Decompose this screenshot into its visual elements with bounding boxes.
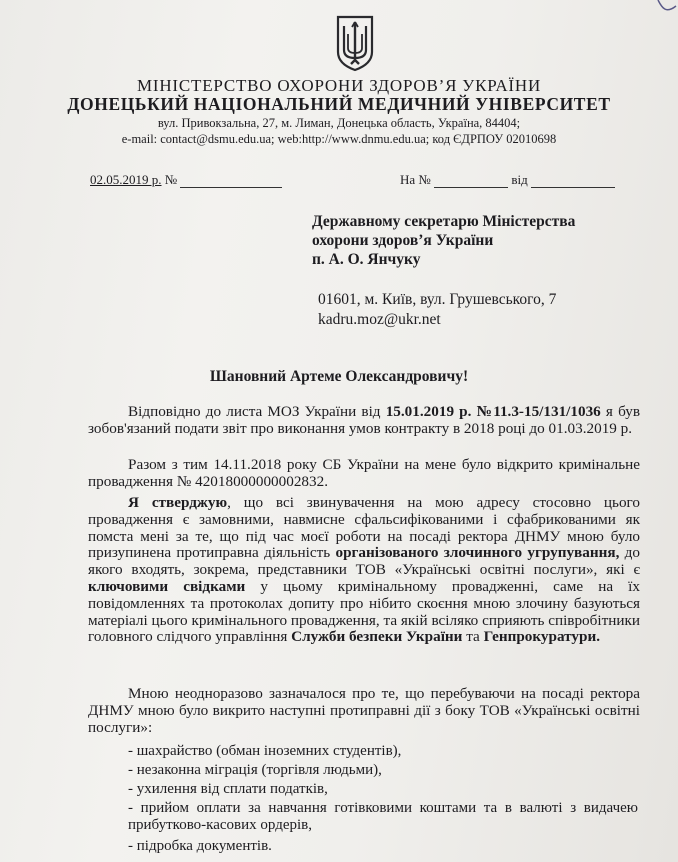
university-contacts: e-mail: contact@dsmu.edu.ua; web:http://www.dnmu.edu.ua; код ЄДРПОУ 02010698 (121, 132, 557, 146)
ministry-heading-main: МІНІСТЕРСТВО ОХОРОНИ ЗДОРОВ’Я (136, 76, 458, 95)
emphasis-text: Я стверджую (128, 494, 228, 511)
ministry-heading-country: УКРАЇНИ (457, 76, 542, 95)
paragraph-text: , що всі звинувачення на мою адресу стосовно цього провадження є замовними, навмисне сфальсифікованими і сфабрикованими як помста мені за те, що під час моєї роботи на посаді ректора ДНМУ мною було призупинена протиправна діяльність (88, 494, 640, 562)
coat-of-arms-icon (335, 14, 375, 72)
incoming-number-blank (434, 173, 508, 188)
outgoing-reference (90, 172, 282, 188)
paragraph-text: я був зобов'язаний подати звіт про виконання умов контракту в 2018 році до 01.03.2019 р. (88, 403, 640, 437)
incoming-date-blank (531, 173, 615, 188)
ministry-heading (0, 76, 678, 96)
paragraph-2 (88, 457, 640, 491)
paragraph-4 (88, 686, 640, 736)
paragraph-text: та (462, 628, 484, 646)
recipient-block (312, 212, 652, 269)
incoming-number-label: На № (400, 172, 431, 187)
recipient-line: охорони здоров’я України (312, 232, 494, 249)
recipient-address: 01601, м. Київ, вул. Грушевського, 7 (318, 291, 557, 308)
university-address: вул. Привокзальна, 27, м. Лиман, Донецька область, Україна, 84404; (157, 116, 521, 130)
emphasis-text: Служби безпеки України (291, 628, 463, 646)
university-heading: ДОНЕЦЬКИЙ НАЦІОНАЛЬНИЙ МЕДИЧНИЙ УНІВЕРСИТЕТ (67, 94, 611, 114)
list-item: - підробка документів. (128, 838, 272, 854)
incoming-reference (400, 172, 615, 188)
salutation: Шановний Артеме Олександровичу! (209, 368, 469, 385)
incoming-from-label: від (511, 172, 528, 187)
paragraph-text: до якого входять, зокрема, представники ТОВ «Українські освітні послуги», які є (88, 544, 640, 579)
emphasis-text: ключовими свідками (88, 577, 246, 595)
paragraph-text: Мною неодноразово зазначалося про те, що перебуваючи на посаді ректора ДНМУ мною було викрито наступні протиправні дії з боку ТОВ «Українські освітні послуги»: (88, 685, 640, 736)
paragraph-text: Разом з тим 14.11.2018 року СБ України на мене було відкрито кримінальне провадження № 42018000000002832. (88, 456, 640, 490)
list-item: - прийом оплати за навчання готівковими коштами та в валюті з видачею прибутково-касових ордерів, (128, 800, 638, 833)
emphasis-text: Генпрокуратури. (483, 628, 601, 646)
paragraph-3 (88, 495, 640, 646)
recipient-line: Державному секретарю Міністерства (312, 213, 576, 230)
paragraph-text: Відповідно до листа МОЗ України від (128, 403, 386, 420)
letter-date: 02.05.2019 р. (90, 172, 162, 187)
list-item: - незаконна міграція (торгівля людьми), (128, 762, 382, 778)
list-item: - шахрайство (обман іноземних студентів), (128, 743, 402, 759)
recipient-email: kadru.moz@ukr.net (318, 311, 441, 328)
paragraph-text: у цьому кримінальному провадженні, саме на їх повідомленнях та протоколах допиту про нібито скоєння мною злочину базуються матеріалі цього кримінального провадження, та якій всіляко сприяють співробітники головного слідчого управління (88, 577, 640, 646)
pen-mark (618, 0, 678, 22)
letter-reference: 15.01.2019 р. №11.3-15/131/1036 (385, 403, 601, 420)
recipient-address-block (318, 290, 648, 330)
number-label: № (164, 172, 178, 187)
number-blank (180, 173, 282, 188)
list-item: - ухилення від сплати податків, (128, 781, 328, 797)
emphasis-text: організованого злочинного угрупування, (335, 544, 620, 562)
paragraph-1 (88, 404, 640, 438)
recipient-name: п. А. О. Янчуку (312, 251, 421, 268)
